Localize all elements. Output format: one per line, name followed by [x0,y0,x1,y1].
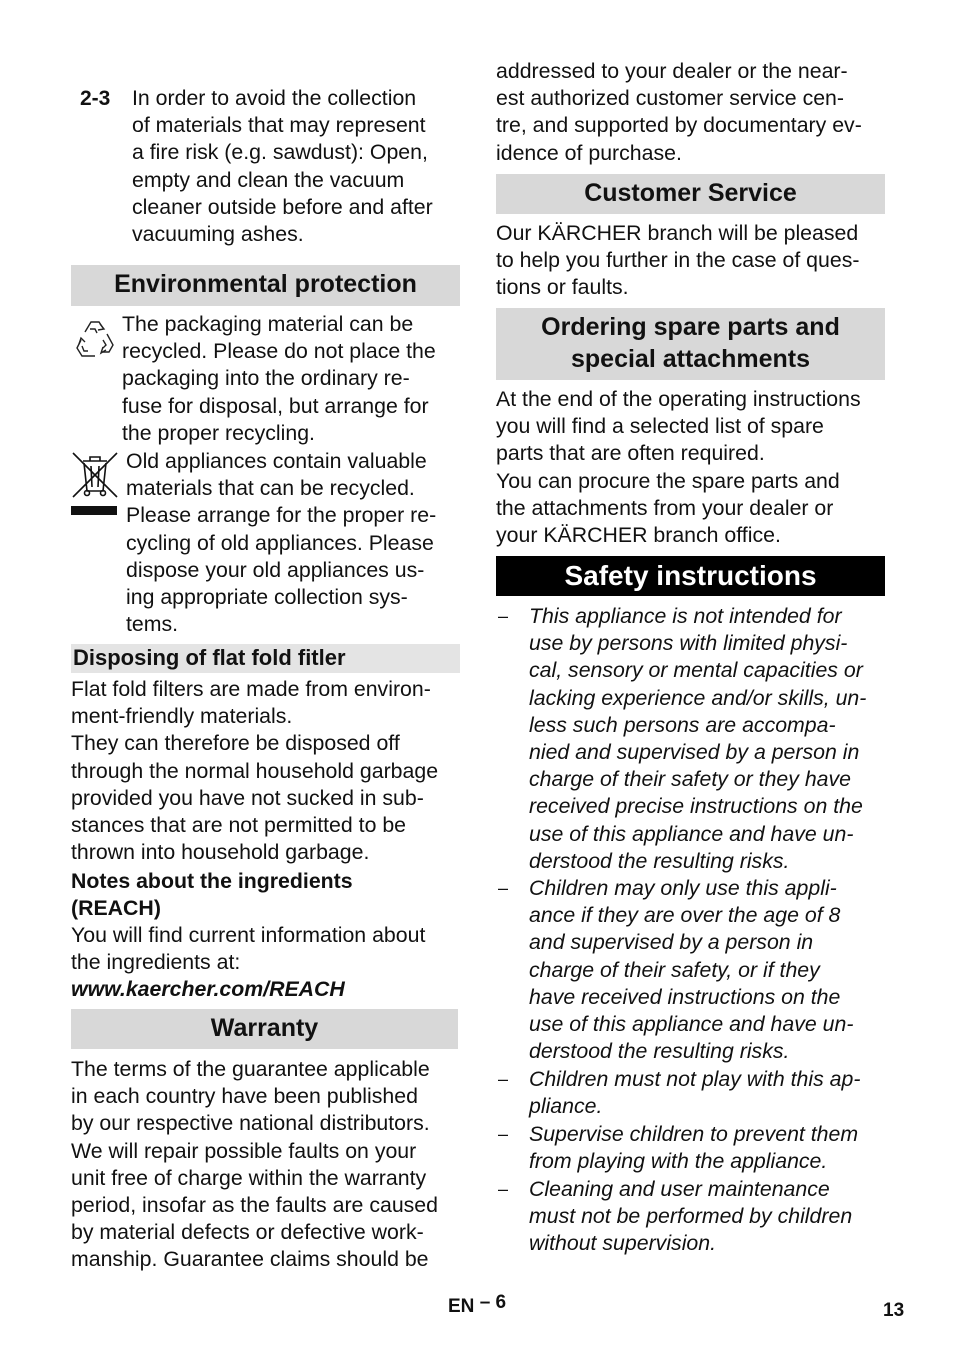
bullet-text [529,1176,885,1258]
step-line: of materials that may represent [132,113,426,138]
spare-parts-text [496,386,885,549]
text-line: to help you further in the case of ques- [496,248,860,273]
text-line: use of this appliance and have un- [529,1012,854,1037]
text-line: Our KÄRCHER branch will be pleased [496,221,859,245]
text-line: addressed to your dealer or the near- [496,59,848,83]
text-line: received precise instructions on the [529,794,863,819]
step-line: empty and clean the vacuum [132,167,405,192]
customer-service-heading: Customer Service [496,174,885,214]
warranty-text [71,1056,460,1274]
dispose-text [71,676,460,866]
text-line: by material defects or defective work- [71,1220,424,1245]
env-packaging-text [122,311,460,447]
crossed-bin-icon [71,451,119,517]
text-line: the attachments from your dealer or [496,495,834,520]
text-line: Supervise children to prevent them [529,1122,859,1146]
text-line: Flat fold filters are made from environ- [71,677,431,701]
bullet-dash: – [498,1179,509,1199]
text-line: dispose your old appliances us- [126,557,425,582]
step-line: a fire risk (e.g. sawdust): Open, [132,140,428,165]
reach-heading [71,868,460,922]
text-line: the ingredients at: [71,950,241,975]
safety-bullet [496,1066,885,1121]
text-line: in each country have been published [71,1084,418,1109]
text-line: The packaging material can be [122,312,414,336]
text-line: your KÄRCHER branch office. [496,523,781,548]
text-line: idence of purchase. [496,140,682,165]
footer-page-marker [448,1292,507,1318]
text-line: use by persons with limited physi- [529,631,848,656]
text-line: less such persons are accompa- [529,712,836,737]
bullet-dash: – [498,1124,509,1144]
text-line: derstood the resulting risks. [529,848,790,873]
bullet-dash: – [498,606,509,626]
step-line: cleaner outside before and after [132,194,433,219]
text-line: use of this appliance and have un- [529,821,854,846]
warranty-heading: Warranty [71,1009,458,1049]
text-line: ment-friendly materials. [71,704,293,729]
text-line: period, insofar as the faults are caused [71,1193,438,1218]
text-line: tions or faults. [496,275,629,300]
text-line: materials that can be recycled. [126,476,415,501]
text-line: ance if they are over the age of 8 [529,903,841,928]
footer-lang: EN [448,1296,475,1317]
text-line: tre, and supported by documentary ev- [496,113,862,138]
text-line: and supervised by a person in [529,930,814,955]
text-line: stances that are not permitted to be [71,813,407,838]
text-line: tems. [126,612,179,637]
footer-section-page: – 6 [479,1292,507,1313]
safety-bullet [496,1176,885,1258]
footer-page-number: 13 [883,1300,905,1321]
reach-text [71,922,460,1004]
text-line: You can procure the spare parts and [496,468,840,493]
customer-service-text [496,220,885,302]
text-line: The terms of the guarantee applicable [71,1057,430,1081]
text-line: Please arrange for the proper re- [126,503,437,528]
text-line: You will find current information about [71,923,426,947]
text-line: charge of their safety or they have [529,767,852,792]
text-line: We will repair possible faults on your [71,1138,417,1163]
text-line: thrown into household garbage. [71,840,370,865]
bullet-dash: – [498,878,509,898]
text-line: est authorized customer service cen- [496,86,844,111]
text-line: Cleaning and user maintenance [529,1177,830,1201]
text-line: lacking experience and/or skills, un- [529,685,867,710]
text-line: charge of their safety, or if they [529,957,820,982]
text-line: unit free of charge within the warranty [71,1165,427,1190]
text-line: fuse for disposal, but arrange for [122,393,429,418]
text-line: you will find a selected list of spare [496,414,824,439]
text-line: Children must not play with this ap- [529,1067,861,1091]
text-line: provided you have not sucked in sub- [71,785,424,810]
reach-heading-line: Notes about the ingredients [71,869,353,893]
text-line: by our respective national distributors. [71,1111,430,1136]
recycling-icon [73,318,117,360]
bullet-text [529,603,885,875]
step-line: In order to avoid the collection [132,86,417,110]
text-line: This appliance is not intended for [529,604,842,628]
text-line: through the normal household garbage [71,758,439,783]
step-text [132,85,462,248]
bullet-text [529,1066,885,1120]
text-line: have received instructions on the [529,984,841,1009]
text-line: parts that are often required. [496,441,765,466]
reach-heading-line: (REACH) [71,896,161,921]
spare-parts-heading [496,308,885,380]
text-line: They can therefore be disposed off [71,731,400,756]
bullet-text [529,1121,885,1175]
text-line: pliance. [529,1094,603,1119]
text-line: must not be performed by children [529,1204,853,1229]
env-appliance-text [126,448,460,638]
text-line: cal, sensory or mental capacities or [529,658,863,683]
dispose-heading: Disposing of flat fold fitler [71,644,460,673]
text-line: Old appliances contain valuable [126,449,427,473]
text-line: from playing with the appliance. [529,1149,828,1174]
env-heading: Environmental protection [71,265,460,306]
reach-link[interactable]: www.kaercher.com/REACH [71,977,345,1002]
safety-bullet [496,603,885,875]
warranty-cont-text [496,58,885,167]
text-line: At the end of the operating instructions [496,387,861,411]
safety-bullet [496,1121,885,1176]
text-line: without supervision. [529,1231,717,1256]
text-line: Children may only use this appli- [529,876,837,900]
text-line: recycled. Please do not place the [122,339,436,364]
safety-bullet [496,875,885,1066]
step-line: vacuuming ashes. [132,222,304,247]
step-number: 2-3 [80,87,111,110]
spare-heading-line: Ordering spare parts and [541,313,840,341]
bullet-dash: – [498,1069,509,1089]
text-line: the proper recycling. [122,420,315,445]
text-line: ing appropriate collection sys- [126,585,408,610]
text-line: manship. Guarantee claims should be [71,1247,429,1272]
safety-heading: Safety instructions [496,556,885,596]
bullet-text [529,875,885,1065]
text-line: packaging into the ordinary re- [122,366,410,391]
text-line: derstood the resulting risks. [529,1039,790,1064]
text-line: nied and supervised by a person in [529,740,860,765]
text-line: cycling of old appliances. Please [126,530,434,555]
spare-heading-line: special attachments [571,345,810,373]
